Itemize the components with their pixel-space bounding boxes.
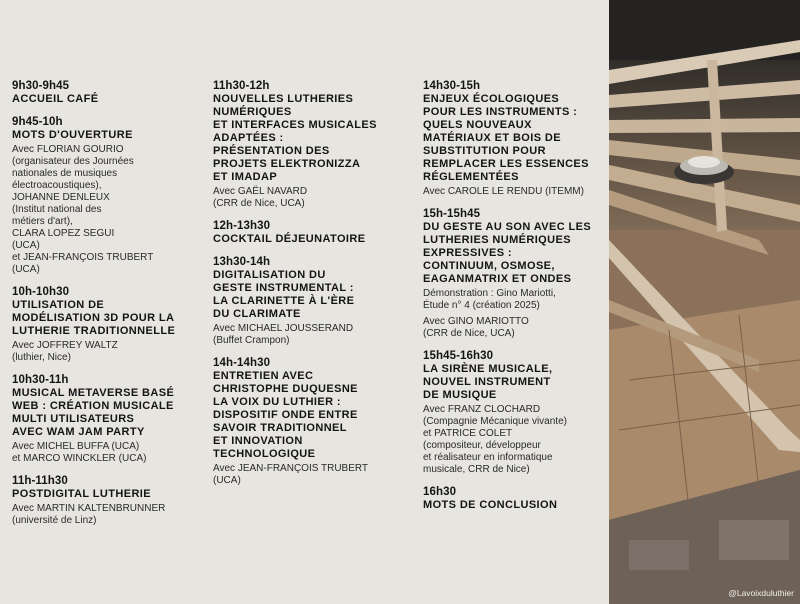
- schedule-item: [213, 220, 409, 246]
- schedule-speakers: Avec MARTIN KALTENBRUNNER (université de Linz): [12, 503, 166, 526]
- schedule-time: 10h-10h30: [12, 286, 70, 298]
- schedule-speakers: Avec CAROLE LE RENDU (ITEMM): [423, 186, 584, 197]
- workshop-photo: [609, 0, 800, 604]
- schedule-time: 13h30-14h: [213, 256, 271, 268]
- schedule-time: 14h30-15h: [423, 80, 481, 92]
- schedule-speakers: Avec MICHEL BUFFA (UCA) et MARCO WINCKLER (UCA): [12, 441, 147, 464]
- schedule-speakers: Démonstration : Gino Mariotti, Étude n° 4 (création 2025): [423, 288, 556, 311]
- schedule-title: UTILISATION DE MODÉLISATION 3D POUR LA LUTHERIE TRADITIONNELLE: [12, 299, 176, 337]
- photo-credit: @Lavoixduluthier: [728, 588, 794, 598]
- schedule-title: MOTS DE CONCLUSION: [423, 499, 558, 511]
- schedule-item: [423, 208, 611, 340]
- schedule-title: COCKTAIL DÉJEUNATOIRE: [213, 233, 366, 245]
- schedule-time: 15h-15h45: [423, 208, 481, 220]
- schedule-title: ENJEUX ÉCOLOGIQUES POUR LES INSTRUMENTS : QUELS NOUVEAUX MATÉRIAUX ET BOIS DE SUBSTITUTION POUR REMPLACER LES ESSENCES RÉGLEMENTÉES: [423, 93, 589, 183]
- schedule-item: [213, 357, 409, 487]
- schedule-column-2: [213, 80, 409, 497]
- schedule-title: POSTDIGITAL LUTHERIE: [12, 488, 151, 500]
- schedule-title: ACCUEIL CAFÉ: [12, 93, 99, 105]
- schedule-time: 16h30: [423, 486, 457, 498]
- schedule-time: 10h30-11h: [12, 374, 69, 386]
- schedule-speakers: Avec FRANZ CLOCHARD (Compagnie Mécanique vivante) et PATRICE COLET (compositeur, développeur et réalisateur en informatique musicale, CRR de Nice): [423, 404, 567, 475]
- schedule-title: LA SIRÈNE MUSICALE, NOUVEL INSTRUMENT DE MUSIQUE: [423, 363, 553, 401]
- schedule-title: MOTS D'OUVERTURE: [12, 129, 133, 141]
- schedule-title: DIGITALISATION DU GESTE INSTRUMENTAL : LA CLARINETTE À L'ÈRE DU CLARIMATE: [213, 269, 355, 320]
- schedule-speakers: Avec JEAN-FRANÇOIS TRUBERT (UCA): [213, 463, 369, 486]
- schedule-time: 11h-11h30: [12, 475, 68, 487]
- schedule-time: 9h30-9h45: [12, 80, 70, 92]
- schedule-time: 11h30-12h: [213, 80, 270, 92]
- schedule-title: MUSICAL METAVERSE BASÉ WEB : CRÉATION MUSICALE MULTI UTILISATEURS AVEC WAM JAM PARTY: [12, 387, 175, 438]
- schedule-time: 14h-14h30: [213, 357, 271, 369]
- schedule-column-1: [12, 80, 198, 537]
- schedule-speakers: Avec GINO MARIOTTO (CRR de Nice, UCA): [423, 316, 529, 339]
- schedule-item: [423, 80, 611, 198]
- schedule-item: [12, 116, 198, 276]
- schedule-time: 12h-13h30: [213, 220, 271, 232]
- schedule-item: [12, 374, 198, 465]
- schedule-item: [213, 256, 409, 347]
- schedule-title: DU GESTE AU SON AVEC LES LUTHERIES NUMÉRIQUES EXPRESSIVES : CONTINUUM, OSMOSE, EAGANMATRIX ET ONDES: [423, 221, 592, 285]
- schedule-item: [423, 350, 611, 476]
- schedule-speakers: Avec GAËL NAVARD (CRR de Nice, UCA): [213, 186, 308, 209]
- schedule-item: [12, 475, 198, 527]
- schedule-speakers: Avec FLORIAN GOURIO (organisateur des Journées nationales de musiques électroacoustiques), JOHANNE DENLEUX (Institut national des métiers d'art), CLARA LOPEZ SEGUI (UCA) et JEAN-FRANÇOIS TRUBERT (UCA): [12, 144, 154, 275]
- schedule-item: [12, 80, 198, 106]
- wood-planks-illustration: [609, 0, 800, 604]
- schedule-time: 15h45-16h30: [423, 350, 494, 362]
- schedule-item: [423, 486, 611, 512]
- schedule-item: [213, 80, 409, 210]
- schedule-speakers: Avec MICHAEL JOUSSERAND (Buffet Crampon): [213, 323, 354, 346]
- schedule-time: 9h45-10h: [12, 116, 63, 128]
- schedule-title: NOUVELLES LUTHERIES NUMÉRIQUES ET INTERFACES MUSICALES ADAPTÉES : PRÉSENTATION DES PROJETS ELEKTRONIZZA ET IMADAP: [213, 93, 377, 183]
- schedule-speakers: Avec JOFFREY WALTZ (luthier, Nice): [12, 340, 118, 363]
- schedule-title: ENTRETIEN AVEC CHRISTOPHE DUQUESNE LA VOIX DU LUTHIER : DISPOSITIF ONDE ENTRE SAVOIR TRADITIONNEL ET INNOVATION TECHNOLOGIQUE: [213, 370, 358, 460]
- schedule-column-3: [423, 80, 611, 522]
- schedule-item: [12, 286, 198, 364]
